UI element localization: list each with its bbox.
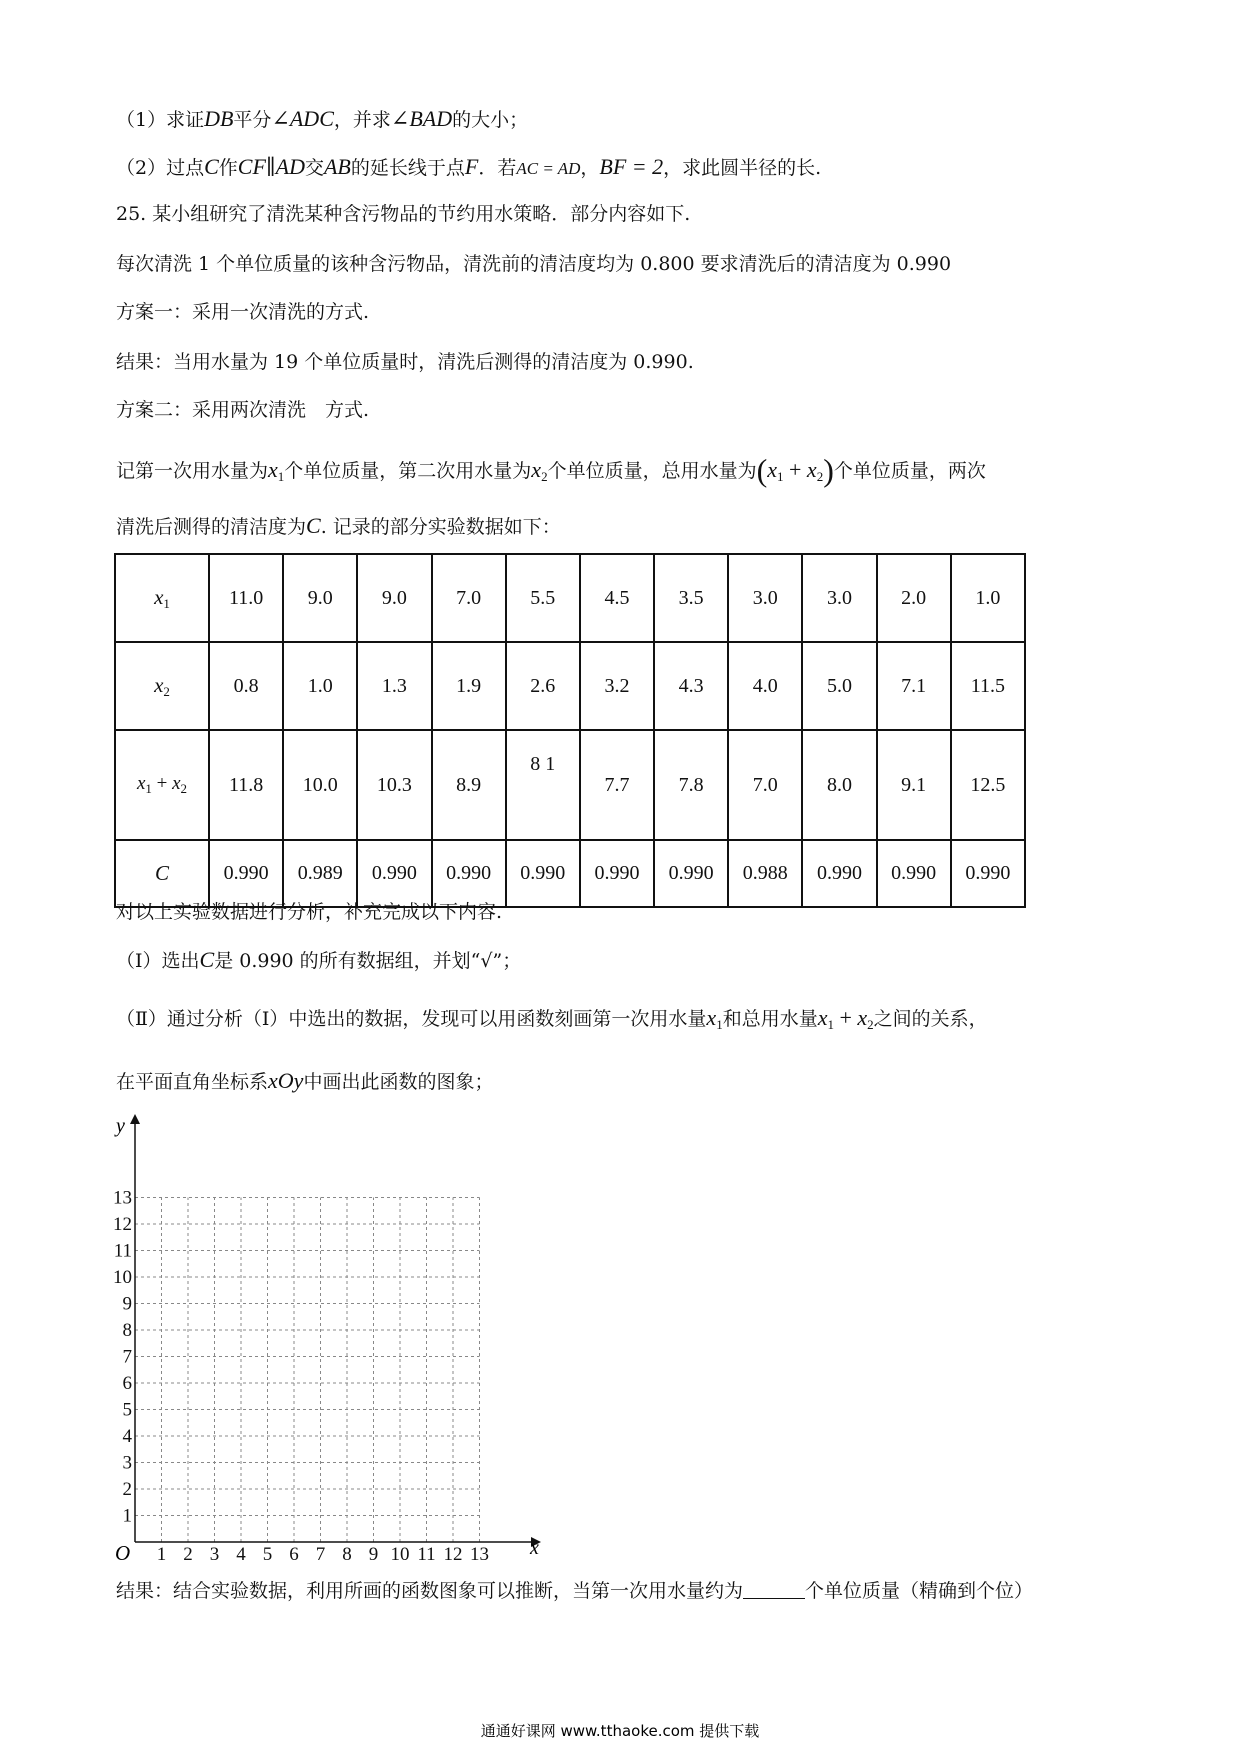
- y-tick-label: 5: [122, 1399, 132, 1421]
- y-tick-label: 13: [113, 1187, 132, 1209]
- table-cell: 3.0: [802, 554, 876, 642]
- experiment-table: [114, 553, 1026, 908]
- table-cell: 1.9: [432, 642, 506, 730]
- answer-blank[interactable]: [743, 1576, 805, 1599]
- table-cell: 10.0: [283, 730, 357, 840]
- table-cell: 4.3: [654, 642, 728, 730]
- y-tick-label: 11: [113, 1240, 132, 1262]
- coordinate-grid: [105, 1112, 555, 1562]
- rec-text-a: 记第一次用水量为: [116, 460, 269, 482]
- table-cell: 7.0: [728, 730, 802, 840]
- x-tick-label: 6: [289, 1544, 299, 1562]
- x-tick-label: 10: [390, 1544, 410, 1562]
- step-two: （Ⅱ）通过分析（Ⅰ）中选出的数据，发现可以用函数刻画第一次用水量$x_1$和总用水量$x_1 + x_2$之间的关系，: [116, 1005, 988, 1032]
- table-cell: 0.988: [728, 840, 802, 907]
- origin-label: O: [115, 1541, 131, 1562]
- math-db: DB: [204, 106, 234, 131]
- x-tick-label: 12: [443, 1544, 463, 1562]
- plan-one: 方案一：采用一次清洗的方式.: [116, 301, 370, 323]
- table-cell: 0.990: [951, 840, 1025, 907]
- parallel-symbol: ∥: [265, 155, 276, 179]
- table-cell: 9.0: [357, 554, 431, 642]
- table-cell: 0.990: [580, 840, 654, 907]
- final-text-b: 个单位质量（精确到个位）: [805, 1580, 1034, 1602]
- math-bf: BF = 2: [599, 154, 664, 179]
- table-cell: 11.5: [951, 642, 1025, 730]
- math-xoy: xOy: [268, 1068, 304, 1093]
- table-cell: 2.6: [506, 642, 580, 730]
- x-tick-label: 2: [183, 1544, 193, 1562]
- table-cell: 7.8: [654, 730, 728, 840]
- row-label-sum: $x_1 + x_2$: [115, 730, 209, 840]
- question-2: [116, 152, 821, 184]
- math-x2: $x_2$: [531, 457, 548, 484]
- table-cell: 0.990: [654, 840, 728, 907]
- table-cell: 7.7: [580, 730, 654, 840]
- rec-text-d: 个单位质量，两次: [833, 460, 986, 482]
- rec-text-c: 个单位质量，总用水量为: [547, 460, 757, 482]
- q1-text: （1）求证: [116, 109, 205, 131]
- step-one: （Ⅰ）选出C是 0.990 的所有数据组，并划“√”；: [116, 947, 522, 972]
- x-tick-label: 7: [315, 1544, 326, 1562]
- final-result: [116, 1576, 1033, 1606]
- math-cf: CF: [237, 154, 266, 179]
- table-cell: 12.5: [951, 730, 1025, 840]
- x-tick-label: 4: [236, 1544, 246, 1562]
- q2-text-e: ．若: [478, 157, 517, 179]
- table-cell: 0.989: [283, 840, 357, 907]
- row-label-x2: $x_2$: [115, 642, 209, 730]
- rec2-text-a: 清洗后测得的清洁度为: [116, 516, 307, 538]
- q1-text-d: 的大小；: [452, 109, 529, 131]
- table-cell: 9.1: [877, 730, 951, 840]
- plan-two: 方案二：采用两次清洗 方式.: [116, 399, 370, 421]
- math-ad: AD: [275, 154, 305, 179]
- footer: 通通好课网 www.tthaoke.com 提供下载: [480, 1722, 760, 1740]
- table-cell: 0.990: [357, 840, 431, 907]
- row-label-x1: $x_1$: [115, 554, 209, 642]
- q2-text-f: ，: [580, 157, 600, 179]
- y-tick-label: 12: [113, 1214, 132, 1235]
- table-cell: 10.3: [357, 730, 431, 840]
- table-row: [115, 554, 1025, 642]
- rec-text-b: 个单位质量，第二次用水量为: [284, 460, 532, 482]
- y-tick-label: 4: [122, 1426, 132, 1447]
- table-row: [115, 642, 1025, 730]
- q2-text-g: ，求此圆半径的长.: [663, 157, 822, 179]
- math-c: C: [204, 154, 219, 179]
- x-tick-label: 13: [470, 1544, 489, 1562]
- table-row: [115, 730, 1025, 840]
- y-tick-label: 9: [122, 1293, 132, 1315]
- q2-text-c: 交: [304, 157, 324, 179]
- s2-text-b: 和总用水量: [722, 1008, 818, 1030]
- table-cell: 4.5: [580, 554, 654, 642]
- table-cell: 8.0: [802, 730, 876, 840]
- table-cell: 4.0: [728, 642, 802, 730]
- y-tick-label: 1: [122, 1505, 132, 1527]
- y-tick-label: 2: [122, 1479, 132, 1500]
- q1-text-b: 平分: [233, 109, 272, 131]
- x-tick-label: 9: [368, 1544, 379, 1562]
- x-tick-label: 8: [342, 1544, 352, 1562]
- x-tick-label: 5: [262, 1544, 273, 1562]
- y-tick-label: 7: [122, 1346, 132, 1368]
- table-cell: 7.0: [432, 554, 506, 642]
- table-cell: 0.990: [432, 840, 506, 907]
- q2-text-b: 作: [218, 157, 238, 179]
- y-tick-label: 8: [122, 1320, 132, 1341]
- q1-text-c: ，并求: [333, 109, 391, 131]
- math-angle-adc: ∠ADC: [271, 106, 334, 131]
- table-cell: 7.1: [877, 642, 951, 730]
- result-one: 结果：当用水量为 19 个单位质量时，清洗后测得的清洁度为 0.990.: [116, 351, 694, 373]
- y-tick-label: 10: [113, 1267, 132, 1288]
- table-cell: 3.2: [580, 642, 654, 730]
- math-f: F: [464, 154, 479, 179]
- table-cell: 0.990: [877, 840, 951, 907]
- table-cell: 0.990: [506, 840, 580, 907]
- s2-text-c: 之间的关系，: [873, 1008, 988, 1030]
- table-cell: 3.0: [728, 554, 802, 642]
- math-x1: $x_1$: [268, 457, 285, 484]
- x-tick-label: 3: [209, 1544, 220, 1562]
- record-line-2: 清洗后测得的清洁度为C. 记录的部分实验数据如下：: [116, 513, 561, 538]
- table-cell: 5.5: [506, 554, 580, 642]
- x-tick-label: 1: [156, 1544, 167, 1562]
- y-axis-label: y: [116, 1115, 125, 1137]
- s1-text-a: （Ⅰ）选出: [116, 950, 200, 972]
- x-axis-label: x: [530, 1537, 539, 1559]
- math-ab: AB: [323, 154, 351, 179]
- s2-text-a: （Ⅱ）通过分析（Ⅰ）中选出的数据，发现可以用函数刻画第一次用水量: [116, 1008, 707, 1030]
- table-cell: 9.0: [283, 554, 357, 642]
- row-label-c: C: [115, 840, 209, 907]
- analysis-text: 对以上实验数据进行分析，补充完成以下内容.: [116, 901, 503, 923]
- table-cell: 2.0: [877, 554, 951, 642]
- q2-text-a: （2）过点: [116, 157, 205, 179]
- s1-text-b: 是 0.990 的所有数据组，并划“√”；: [214, 950, 522, 972]
- table-cell: 8.9: [432, 730, 506, 840]
- table-cell: 5.0: [802, 642, 876, 730]
- step-three: [116, 1066, 493, 1097]
- x-tick-label: 11: [417, 1544, 436, 1562]
- table-cell: 3.5: [654, 554, 728, 642]
- question-1: [116, 104, 528, 135]
- table-cell: 0.8: [209, 642, 283, 730]
- table-cell: 1.0: [283, 642, 357, 730]
- s3-text-a: 在平面直角坐标系: [116, 1071, 269, 1093]
- math-angle-bad: ∠BAD: [390, 106, 453, 131]
- table-cell: 1.0: [951, 554, 1025, 642]
- problem-25-title: 25. 某小组研究了清洗某种含污物品的节约用水策略．部分内容如下.: [116, 203, 691, 225]
- rec2-text-b: . 记录的部分实验数据如下：: [320, 516, 561, 538]
- grid-lines: [135, 1198, 480, 1543]
- math-sum: $(x_1 + x_2)$: [756, 452, 834, 488]
- record-line: [116, 452, 986, 492]
- y-axis-arrow-icon: [130, 1114, 140, 1124]
- table-cell: 1.3: [357, 642, 431, 730]
- table-cell: 0.990: [802, 840, 876, 907]
- y-tick-label: 6: [122, 1373, 132, 1394]
- q2-text-d: 的延长线于点: [350, 157, 465, 179]
- table-cell: 0.990: [209, 840, 283, 907]
- table-cell: 11.0: [209, 554, 283, 642]
- final-text-a: 结果：结合实验数据，利用所画的函数图象可以推断，当第一次用水量约为: [116, 1580, 744, 1602]
- y-tick-label: 3: [122, 1452, 132, 1474]
- table-cell: 11.8: [209, 730, 283, 840]
- table-cell: 8 1: [506, 730, 580, 840]
- s3-text-b: 中画出此函数的图象；: [303, 1071, 494, 1093]
- math-ac-ad: AC = AD: [516, 159, 581, 178]
- problem-intro: 每次清洗 1 个单位质量的该种含污物品，清洗前的清洁度均为 0.800 要求清洗后的清洁度为 0.990: [116, 253, 952, 275]
